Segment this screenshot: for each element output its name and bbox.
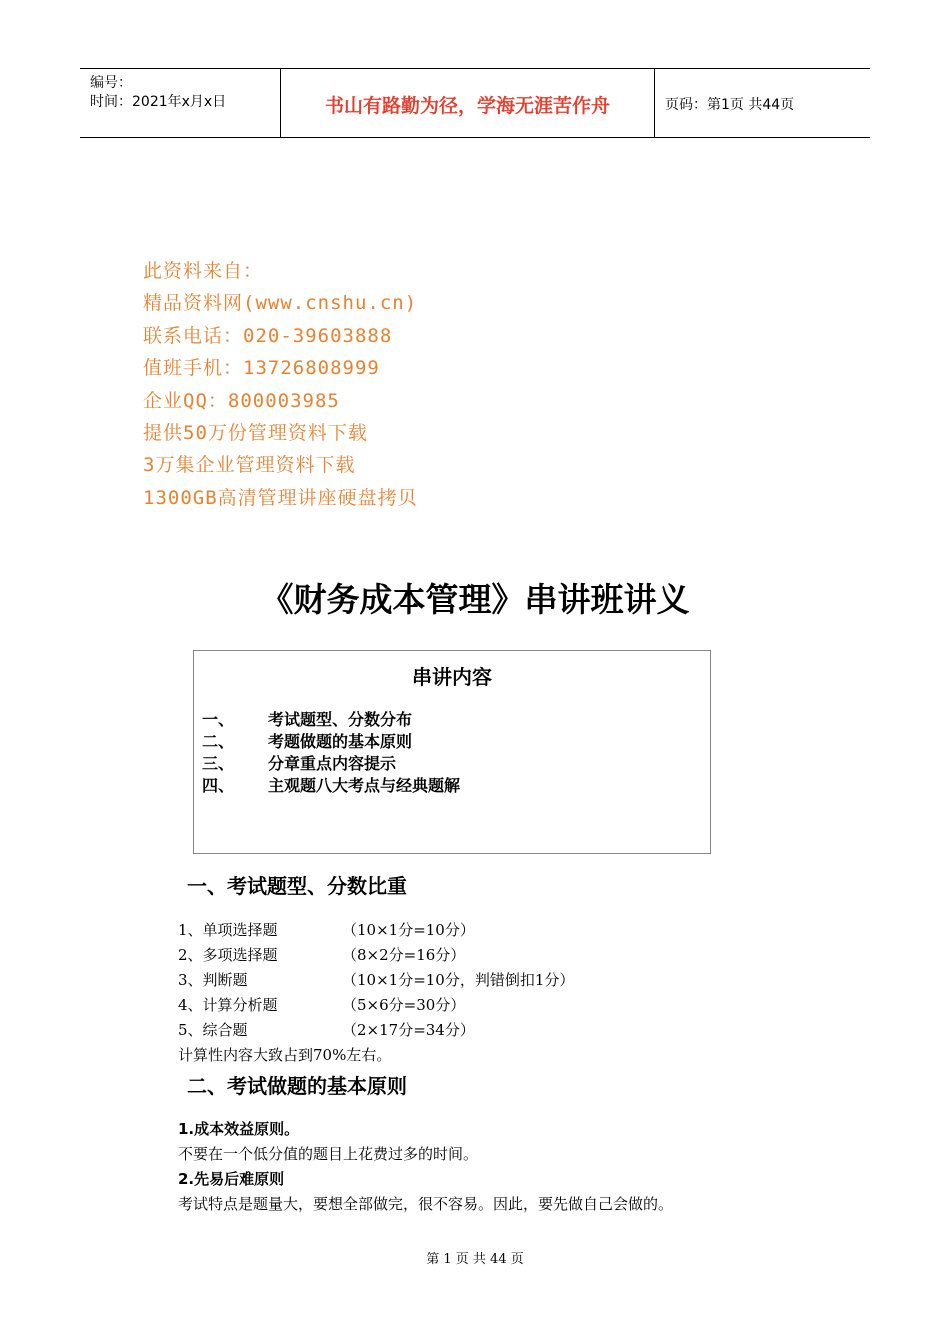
header-center-cell bbox=[281, 69, 655, 137]
time-label: 时间：2021年x月x日 bbox=[90, 94, 227, 110]
ad-line: 企业QQ：800003985 bbox=[143, 390, 340, 412]
ad-line: 1300GB高清管理讲座硬盘拷贝 bbox=[143, 487, 418, 509]
contents-item bbox=[202, 729, 412, 752]
ad-line: 3万集企业管理资料下载 bbox=[143, 454, 356, 476]
ad-line: 提供50万份管理资料下载 bbox=[143, 422, 368, 444]
contents-item bbox=[202, 751, 396, 774]
contents-item-text: 主观题八大考点与经典题解 bbox=[268, 776, 461, 795]
contents-item-number: 二、 bbox=[202, 732, 235, 751]
question-type-row bbox=[178, 944, 465, 965]
contents-box bbox=[193, 650, 711, 854]
header-right-cell bbox=[655, 69, 870, 137]
principle-title: 2.先易后难原则 bbox=[178, 1170, 285, 1188]
question-type-detail: （5×6分=30分） bbox=[342, 996, 466, 1014]
document-title: 《财务成本管理》串讲班讲义 bbox=[260, 580, 690, 619]
contents-item-text: 考试题型、分数分布 bbox=[268, 710, 413, 729]
question-type-detail: （8×2分=16分） bbox=[342, 946, 466, 964]
question-type-name: 2、多项选择题 bbox=[178, 946, 278, 964]
question-type-row bbox=[178, 969, 574, 990]
page-label: 页码：第1页 共44页 bbox=[665, 97, 795, 113]
number-label: 编号： bbox=[90, 75, 132, 91]
section1-note: 计算性内容大致占到70%左右。 bbox=[178, 1046, 392, 1064]
contents-item-number: 一、 bbox=[202, 710, 235, 729]
contents-item bbox=[202, 773, 460, 796]
principle-text: 不要在一个低分值的题目上花费过多的时间。 bbox=[178, 1145, 479, 1163]
ad-line: 精品资料网(www.cnshu.cn) bbox=[143, 292, 418, 314]
contents-item-number: 三、 bbox=[202, 754, 235, 773]
section2-heading: 二、考试做题的基本原则 bbox=[187, 1074, 407, 1098]
section1-heading: 一、考试题型、分数比重 bbox=[187, 874, 407, 898]
question-type-name: 4、计算分析题 bbox=[178, 996, 278, 1014]
question-type-row bbox=[178, 994, 465, 1015]
question-type-detail: （10×1分=10分，判错倒扣1分） bbox=[342, 971, 575, 989]
page-footer: 第 1 页 共 44 页 bbox=[426, 1252, 524, 1267]
question-type-name: 3、判断题 bbox=[178, 971, 248, 989]
principle-text: 考试特点是题量大，要想全部做完，很不容易。因此，要先做自己会做的。 bbox=[178, 1195, 674, 1213]
question-type-row bbox=[178, 1019, 475, 1040]
question-type-detail: （2×17分=34分） bbox=[342, 1021, 475, 1039]
contents-item-text: 考题做题的基本原则 bbox=[268, 732, 413, 751]
motto: 书山有路勤为径，学海无涯苦作舟 bbox=[324, 95, 610, 117]
ad-line: 值班手机：13726808999 bbox=[143, 357, 380, 379]
question-type-detail: （10×1分=10分） bbox=[342, 921, 475, 939]
contents-item-text: 分章重点内容提示 bbox=[268, 754, 397, 773]
header-table bbox=[80, 68, 870, 138]
contents-item-number: 四、 bbox=[202, 776, 235, 795]
header-left-cell bbox=[80, 69, 281, 137]
question-type-row bbox=[178, 919, 475, 940]
contents-heading: 串讲内容 bbox=[412, 665, 492, 689]
principle-title: 1.成本效益原则。 bbox=[178, 1120, 300, 1138]
contents-item bbox=[202, 707, 412, 730]
question-type-name: 1、单项选择题 bbox=[178, 921, 278, 939]
ad-line: 此资料来自： bbox=[143, 260, 264, 282]
ad-line: 联系电话：020-39603888 bbox=[143, 325, 393, 347]
question-type-name: 5、综合题 bbox=[178, 1021, 248, 1039]
